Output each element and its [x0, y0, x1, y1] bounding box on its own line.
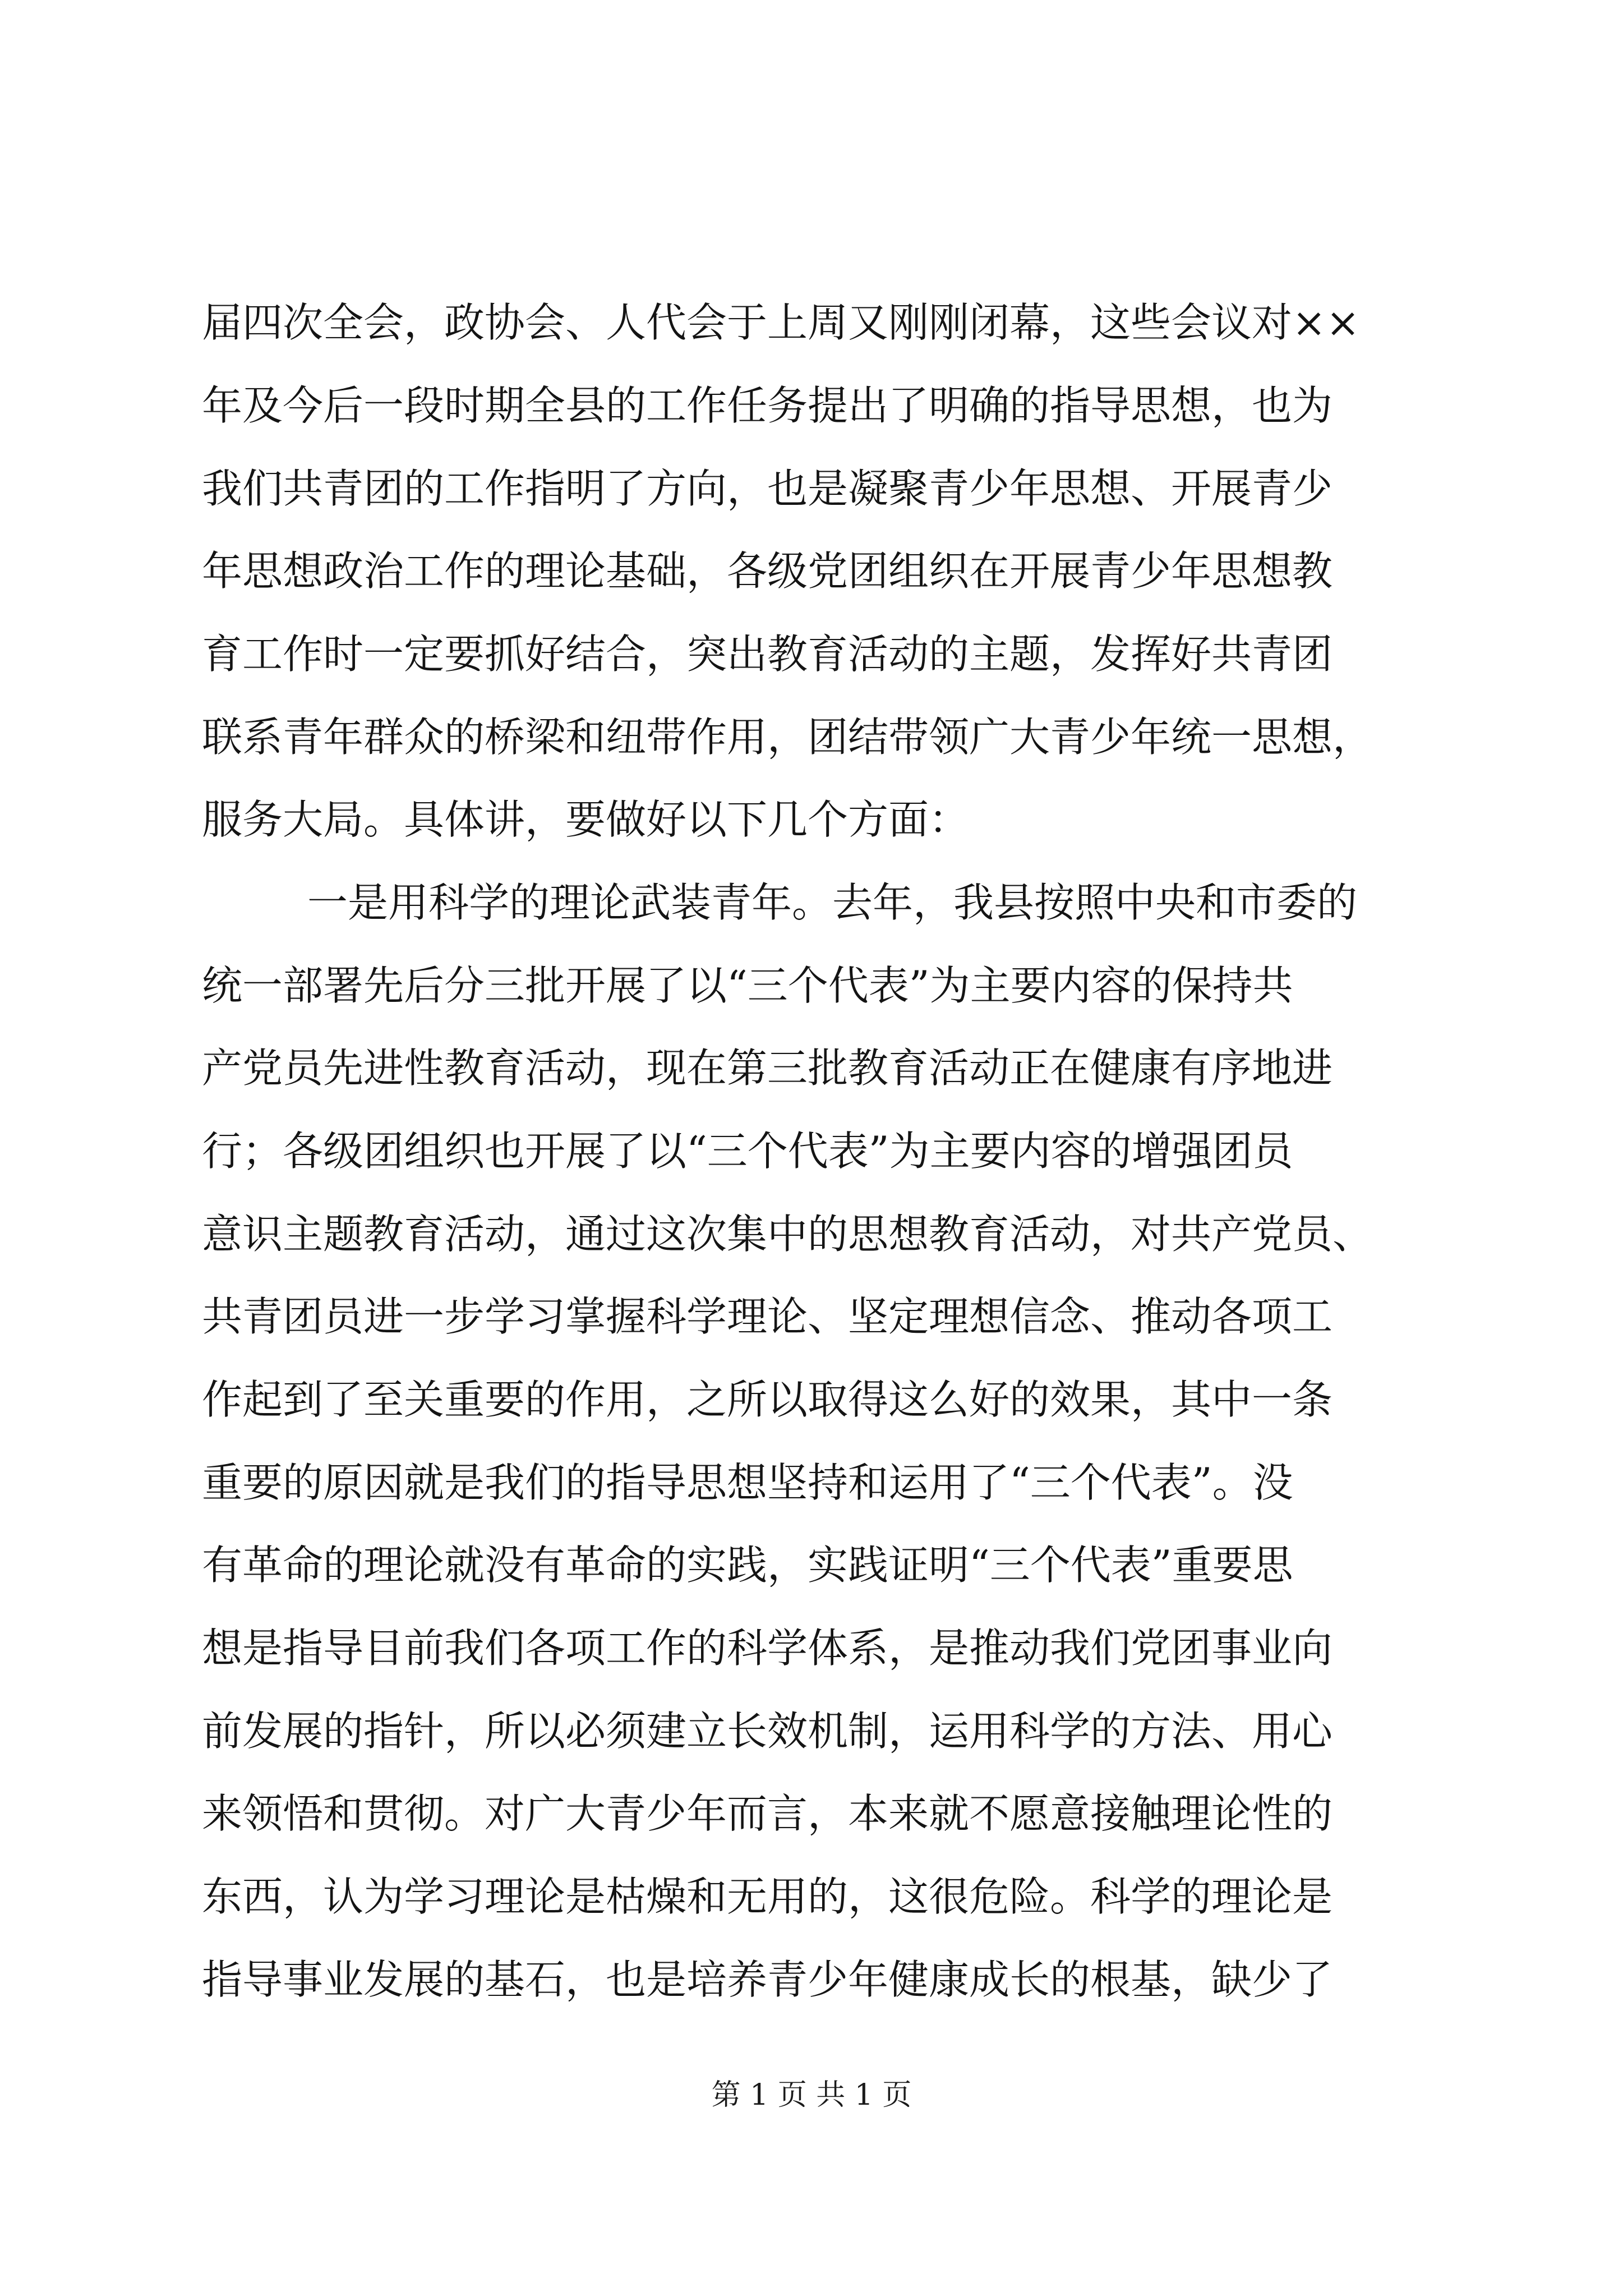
text-line: 东西，认为学习理论是枯燥和无用的，这很危险。科学的理论是 — [202, 1873, 1333, 1920]
text-line: 共青团员进一步学习掌握科学理论、坚定理想信念、推动各项工 — [202, 1293, 1333, 1340]
text-line: 前发展的指针，所以必须建立长效机制，运用科学的方法、用心 — [202, 1708, 1333, 1755]
text-line: 有革命的理论就没有革命的实践，实践证明“三个代表”重要思 — [202, 1542, 1293, 1589]
text-line: 行；各级团组织也开展了以“三个代表”为主要内容的增强团员 — [202, 1128, 1293, 1175]
text-line: 育工作时一定要抓好结合，突出教育活动的主题，发挥好共青团 — [202, 631, 1333, 678]
text-line: 联系青年群众的桥梁和纽带作用，团结带领广大青少年统一思想， — [202, 714, 1373, 761]
text-line: 产党员先进性教育活动，现在第三批教育活动正在健康有序地进 — [202, 1045, 1333, 1092]
text-line: 年思想政治工作的理论基础，各级党团组织在开展青少年思想教 — [202, 547, 1333, 595]
page-number-footer: 第 1 页 共 1 页 — [711, 2078, 912, 2112]
text-line: 指导事业发展的基石，也是培养青少年健康成长的根基，缺少了 — [202, 1956, 1333, 2003]
text-line: 来领悟和贯彻。对广大青少年而言，本来就不愿意接触理论性的 — [202, 1790, 1333, 1837]
text-line: 作起到了至关重要的作用，之所以取得这么好的效果，其中一条 — [202, 1376, 1333, 1423]
text-line: 我们共青团的工作指明了方向，也是凝聚青少年思想、开展青少 — [202, 465, 1333, 512]
text-line: 统一部署先后分三批开展了以“三个代表”为主要内容的保持共 — [202, 962, 1293, 1009]
text-line: 服务大局。具体讲，要做好以下几个方面： — [202, 796, 970, 843]
text-line: 年及今后一段时期全县的工作任务提出了明确的指导思想，也为 — [202, 382, 1333, 429]
text-line: 想是指导目前我们各项工作的科学体系，是推动我们党团事业向 — [202, 1625, 1333, 1672]
paragraph-first-line: 一是用科学的理论武装青年。去年，我县按照中央和市委的 — [307, 879, 1358, 926]
text-line: 意识主题教育活动，通过这次集中的思想教育活动，对共产党员、 — [202, 1211, 1373, 1258]
text-line: 届四次全会，政协会、人代会于上周又刚刚闭幕，这些会议对×× — [202, 299, 1360, 346]
text-line: 重要的原因就是我们的指导思想坚持和运用了“三个代表”。没 — [202, 1459, 1293, 1506]
